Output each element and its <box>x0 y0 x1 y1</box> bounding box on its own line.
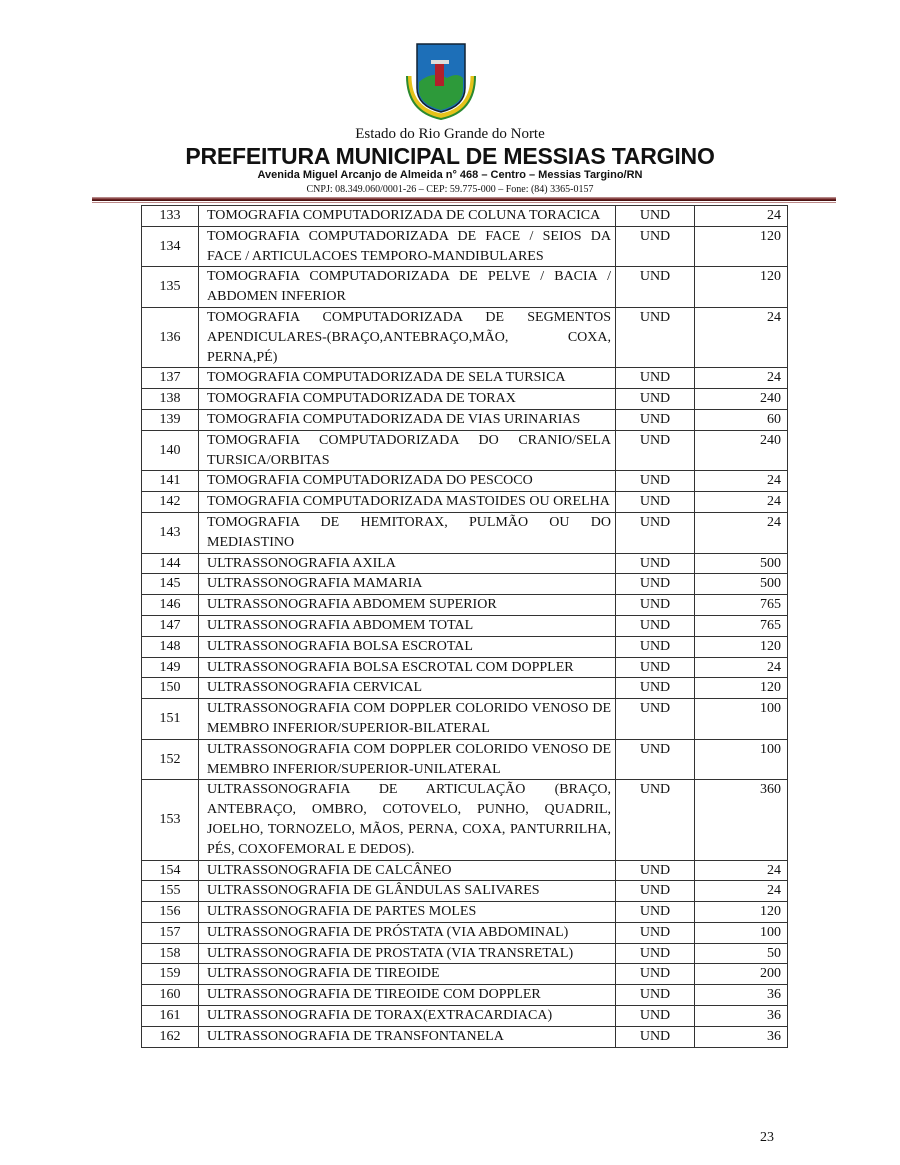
procedures-table <box>141 205 788 1048</box>
table-row <box>142 636 788 657</box>
item-number: 151 <box>142 699 199 740</box>
item-description: ULTRASSONOGRAFIA BOLSA ESCROTAL <box>199 636 616 657</box>
item-number: 158 <box>142 943 199 964</box>
state-name: Estado do Rio Grande do Norte <box>355 126 545 142</box>
item-number: 155 <box>142 881 199 902</box>
item-number: 153 <box>142 780 199 860</box>
item-number: 149 <box>142 657 199 678</box>
item-description: ULTRASSONOGRAFIA DE TIREOIDE <box>199 964 616 985</box>
item-number: 137 <box>142 368 199 389</box>
item-number: 144 <box>142 553 199 574</box>
item-number: 135 <box>142 267 199 308</box>
item-description: TOMOGRAFIA DE HEMITORAX, PULMÃO OU DO MEDIASTINO <box>199 512 616 553</box>
item-description: ULTRASSONOGRAFIA DE GLÂNDULAS SALIVARES <box>199 881 616 902</box>
table-row <box>142 657 788 678</box>
item-unit: UND <box>616 430 695 471</box>
table-row <box>142 964 788 985</box>
table-row <box>142 512 788 553</box>
item-number: 138 <box>142 389 199 410</box>
item-unit: UND <box>616 512 695 553</box>
item-quantity: 36 <box>695 1006 788 1027</box>
item-quantity: 765 <box>695 595 788 616</box>
item-number: 152 <box>142 739 199 780</box>
item-unit: UND <box>616 902 695 923</box>
item-description: ULTRASSONOGRAFIA ABDOMEM TOTAL <box>199 615 616 636</box>
item-unit: UND <box>616 471 695 492</box>
item-description: TOMOGRAFIA COMPUTADORIZADA DE VIAS URINARIAS <box>199 409 616 430</box>
item-description: ULTRASSONOGRAFIA DE TORAX(EXTRACARDIACA) <box>199 1006 616 1027</box>
item-unit: UND <box>616 636 695 657</box>
item-unit: UND <box>616 226 695 267</box>
table-row <box>142 574 788 595</box>
item-quantity: 24 <box>695 512 788 553</box>
item-quantity: 120 <box>695 678 788 699</box>
item-description: ULTRASSONOGRAFIA BOLSA ESCROTAL COM DOPPLER <box>199 657 616 678</box>
page-number: 23 <box>760 1130 774 1145</box>
table-row <box>142 471 788 492</box>
institution-title: PREFEITURA MUNICIPAL DE MESSIAS TARGINO <box>185 143 715 169</box>
item-unit: UND <box>616 699 695 740</box>
item-quantity: 100 <box>695 739 788 780</box>
item-number: 146 <box>142 595 199 616</box>
item-unit: UND <box>616 307 695 367</box>
table-row <box>142 739 788 780</box>
table-row <box>142 389 788 410</box>
item-unit: UND <box>616 267 695 308</box>
item-unit: UND <box>616 678 695 699</box>
item-quantity: 24 <box>695 860 788 881</box>
item-description: TOMOGRAFIA COMPUTADORIZADA DE PELVE / BACIA / ABDOMEN INFERIOR <box>199 267 616 308</box>
address: Avenida Miguel Arcanjo de Almeida n° 468 – Centro – Messias Targino/RN <box>257 169 643 181</box>
item-unit: UND <box>616 206 695 227</box>
header-divider <box>92 197 836 201</box>
table-row <box>142 615 788 636</box>
table-row <box>142 902 788 923</box>
item-description: TOMOGRAFIA COMPUTADORIZADA DE FACE / SEIOS DA FACE / ARTICULACOES TEMPORO-MANDIBULARES <box>199 226 616 267</box>
item-number: 147 <box>142 615 199 636</box>
item-description: ULTRASSONOGRAFIA DE ARTICULAÇÃO (BRAÇO, ANTEBRAÇO, OMBRO, COTOVELO, PUNHO, QUADRIL, JOELHO, TORNOZELO, MÃOS, PERNA, COXA, PANTURRILHA, PÉS, COXOFEMORAL E DEDOS). <box>199 780 616 860</box>
item-description: TOMOGRAFIA COMPUTADORIZADA DO PESCOCO <box>199 471 616 492</box>
item-quantity: 765 <box>695 615 788 636</box>
item-number: 139 <box>142 409 199 430</box>
item-number: 142 <box>142 492 199 513</box>
header-divider-thin <box>92 202 836 203</box>
item-unit: UND <box>616 922 695 943</box>
item-number: 156 <box>142 902 199 923</box>
item-quantity: 100 <box>695 922 788 943</box>
table-row <box>142 881 788 902</box>
table-row <box>142 943 788 964</box>
item-unit: UND <box>616 553 695 574</box>
item-number: 148 <box>142 636 199 657</box>
item-quantity: 36 <box>695 985 788 1006</box>
item-unit: UND <box>616 657 695 678</box>
item-quantity: 100 <box>695 699 788 740</box>
item-description: ULTRASSONOGRAFIA DE TIREOIDE COM DOPPLER <box>199 985 616 1006</box>
item-unit: UND <box>616 943 695 964</box>
table-row <box>142 409 788 430</box>
item-quantity: 500 <box>695 574 788 595</box>
item-unit: UND <box>616 368 695 389</box>
item-description: TOMOGRAFIA COMPUTADORIZADA DO CRANIO/SELA TURSICA/ORBITAS <box>199 430 616 471</box>
item-quantity: 120 <box>695 226 788 267</box>
item-number: 133 <box>142 206 199 227</box>
item-quantity: 24 <box>695 657 788 678</box>
item-number: 157 <box>142 922 199 943</box>
table-row <box>142 780 788 860</box>
item-unit: UND <box>616 1026 695 1047</box>
item-quantity: 24 <box>695 307 788 367</box>
item-quantity: 120 <box>695 636 788 657</box>
contact-info: CNPJ: 08.349.060/0001-26 – CEP: 59.775-000 – Fone: (84) 3365-0157 <box>306 184 594 195</box>
item-number: 154 <box>142 860 199 881</box>
table-row <box>142 307 788 367</box>
item-number: 162 <box>142 1026 199 1047</box>
item-description: ULTRASSONOGRAFIA DE CALCÂNEO <box>199 860 616 881</box>
table-row <box>142 226 788 267</box>
item-quantity: 240 <box>695 430 788 471</box>
item-quantity: 500 <box>695 553 788 574</box>
table-row <box>142 699 788 740</box>
item-quantity: 60 <box>695 409 788 430</box>
item-quantity: 24 <box>695 206 788 227</box>
item-unit: UND <box>616 1006 695 1027</box>
item-description: ULTRASSONOGRAFIA DE PARTES MOLES <box>199 902 616 923</box>
item-description: TOMOGRAFIA COMPUTADORIZADA MASTOIDES OU ORELHA <box>199 492 616 513</box>
item-quantity: 24 <box>695 492 788 513</box>
item-description: ULTRASSONOGRAFIA DE TRANSFONTANELA <box>199 1026 616 1047</box>
table-row <box>142 860 788 881</box>
item-description: TOMOGRAFIA COMPUTADORIZADA DE SEGMENTOS APENDICULARES-(BRAÇO,ANTEBRAÇO,MÃO, COXA, PERNA,PÉ) <box>199 307 616 367</box>
item-unit: UND <box>616 409 695 430</box>
item-number: 145 <box>142 574 199 595</box>
item-description: TOMOGRAFIA COMPUTADORIZADA DE SELA TURSICA <box>199 368 616 389</box>
item-quantity: 24 <box>695 368 788 389</box>
table-row <box>142 553 788 574</box>
item-unit: UND <box>616 780 695 860</box>
item-quantity: 50 <box>695 943 788 964</box>
item-number: 140 <box>142 430 199 471</box>
item-unit: UND <box>616 964 695 985</box>
table-row <box>142 206 788 227</box>
item-quantity: 120 <box>695 902 788 923</box>
item-unit: UND <box>616 574 695 595</box>
item-quantity: 120 <box>695 267 788 308</box>
item-unit: UND <box>616 595 695 616</box>
table-row <box>142 985 788 1006</box>
item-number: 136 <box>142 307 199 367</box>
table-row <box>142 492 788 513</box>
item-description: ULTRASSONOGRAFIA MAMARIA <box>199 574 616 595</box>
item-description: ULTRASSONOGRAFIA CERVICAL <box>199 678 616 699</box>
item-unit: UND <box>616 985 695 1006</box>
item-number: 160 <box>142 985 199 1006</box>
item-description: ULTRASSONOGRAFIA DE PRÓSTATA (VIA ABDOMINAL) <box>199 922 616 943</box>
item-number: 159 <box>142 964 199 985</box>
item-quantity: 200 <box>695 964 788 985</box>
item-number: 150 <box>142 678 199 699</box>
item-unit: UND <box>616 739 695 780</box>
item-quantity: 24 <box>695 471 788 492</box>
item-description: TOMOGRAFIA COMPUTADORIZADA DE COLUNA TORACICA <box>199 206 616 227</box>
item-quantity: 240 <box>695 389 788 410</box>
item-number: 141 <box>142 471 199 492</box>
item-description: ULTRASSONOGRAFIA COM DOPPLER COLORIDO VENOSO DE MEMBRO INFERIOR/SUPERIOR-UNILATERAL <box>199 739 616 780</box>
table-row <box>142 430 788 471</box>
item-unit: UND <box>616 881 695 902</box>
item-unit: UND <box>616 492 695 513</box>
item-number: 143 <box>142 512 199 553</box>
table-row <box>142 1026 788 1047</box>
municipal-coat-of-arms-logo <box>403 40 479 120</box>
table-row <box>142 595 788 616</box>
item-quantity: 360 <box>695 780 788 860</box>
table-row <box>142 922 788 943</box>
item-unit: UND <box>616 615 695 636</box>
item-number: 161 <box>142 1006 199 1027</box>
item-description: ULTRASSONOGRAFIA COM DOPPLER COLORIDO VENOSO DE MEMBRO INFERIOR/SUPERIOR-BILATERAL <box>199 699 616 740</box>
item-quantity: 24 <box>695 881 788 902</box>
item-description: ULTRASSONOGRAFIA DE PROSTATA (VIA TRANSRETAL) <box>199 943 616 964</box>
table-row <box>142 368 788 389</box>
item-unit: UND <box>616 389 695 410</box>
item-description: TOMOGRAFIA COMPUTADORIZADA DE TORAX <box>199 389 616 410</box>
item-unit: UND <box>616 860 695 881</box>
item-quantity: 36 <box>695 1026 788 1047</box>
item-description: ULTRASSONOGRAFIA AXILA <box>199 553 616 574</box>
table-row <box>142 1006 788 1027</box>
item-number: 134 <box>142 226 199 267</box>
table-row <box>142 678 788 699</box>
table-row <box>142 267 788 308</box>
item-description: ULTRASSONOGRAFIA ABDOMEM SUPERIOR <box>199 595 616 616</box>
